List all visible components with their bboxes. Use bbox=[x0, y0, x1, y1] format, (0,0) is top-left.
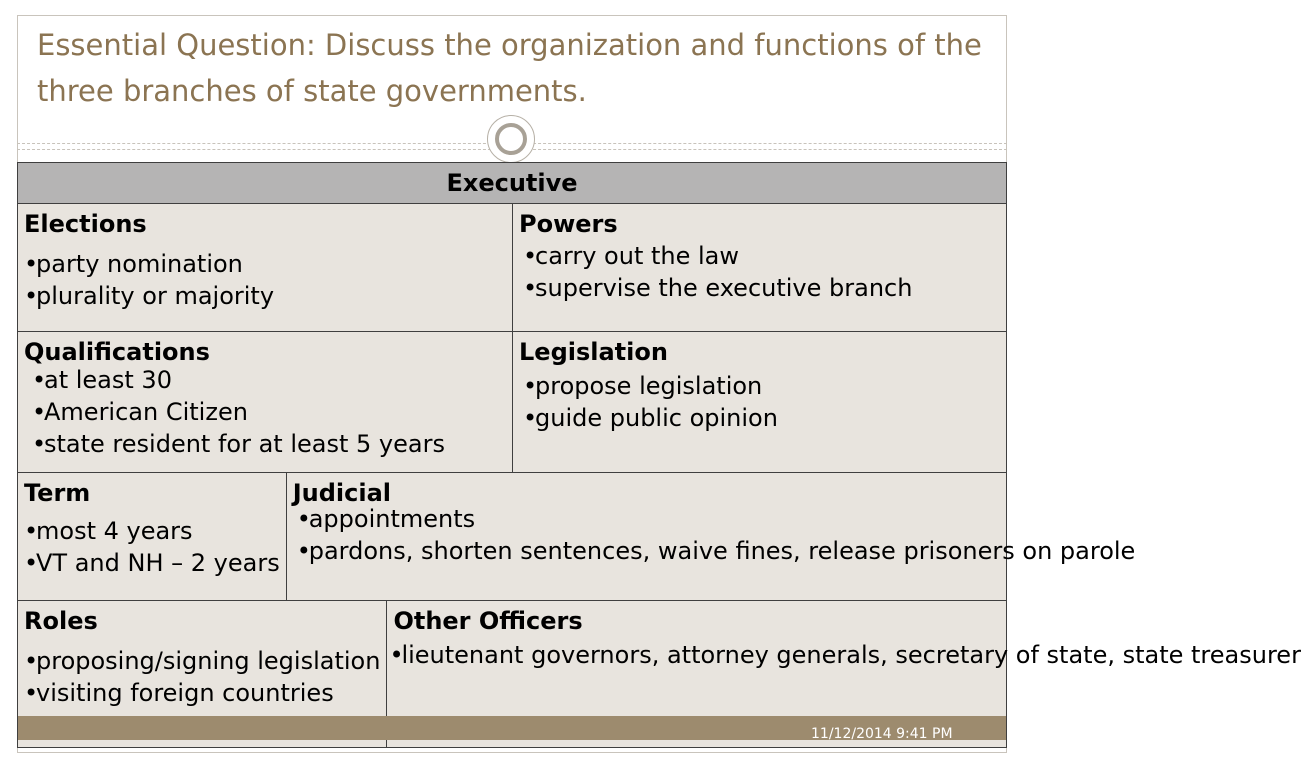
slide-title: Essential Question: Discuss the organization and functions of the three branches of state governments. bbox=[37, 28, 982, 108]
list-item: •at least 30 bbox=[32, 366, 172, 394]
list-item: •appointments bbox=[296, 505, 476, 533]
cell-heading: Elections bbox=[24, 210, 147, 238]
list-item: •carry out the law bbox=[523, 242, 739, 270]
cell-heading: Legislation bbox=[519, 338, 668, 366]
table-row bbox=[18, 332, 1006, 473]
list-item: •state resident for at least 5 years bbox=[32, 430, 445, 458]
list-item: •most 4 years bbox=[24, 517, 193, 545]
cell-heading: Judicial bbox=[292, 479, 391, 507]
cell-judicial bbox=[287, 473, 1142, 600]
list-item: •party nomination bbox=[24, 250, 243, 278]
cell-qualifications bbox=[18, 332, 513, 472]
list-item: •American Citizen bbox=[32, 398, 248, 426]
list-item: •plurality or majority bbox=[24, 282, 275, 310]
table-header: Executive bbox=[18, 163, 1006, 204]
list-item: •propose legislation bbox=[523, 372, 763, 400]
cell-legislation bbox=[513, 332, 1006, 472]
cell-heading: Roles bbox=[24, 607, 98, 635]
list-item: •guide public opinion bbox=[523, 404, 778, 432]
executive-table bbox=[17, 162, 1301, 748]
cell-heading: Powers bbox=[519, 210, 618, 238]
list-item: •supervise the executive branch bbox=[523, 274, 913, 302]
list-item: •VT and NH – 2 years bbox=[24, 549, 280, 577]
list-item: •proposing/signing legislation bbox=[24, 647, 381, 675]
list-item: •visiting foreign countries bbox=[24, 679, 334, 707]
list-item: •lieutenant governors, attorney generals, secretary of state, state treasurer bbox=[389, 641, 1301, 669]
table-row bbox=[18, 204, 1006, 332]
slide-date: 11/12/2014 9:41 PM bbox=[811, 726, 953, 742]
circle-ornament-icon bbox=[487, 115, 535, 163]
cell-elections bbox=[18, 204, 513, 331]
cell-heading: Qualifications bbox=[24, 338, 210, 366]
cell-term bbox=[18, 473, 287, 600]
table-row bbox=[18, 473, 1136, 601]
cell-powers bbox=[513, 204, 1006, 331]
list-item: •pardons, shorten sentences, waive fines, release prisoners on parole bbox=[296, 537, 1136, 565]
cell-heading: Other Officers bbox=[393, 607, 583, 635]
cell-heading: Term bbox=[24, 479, 91, 507]
